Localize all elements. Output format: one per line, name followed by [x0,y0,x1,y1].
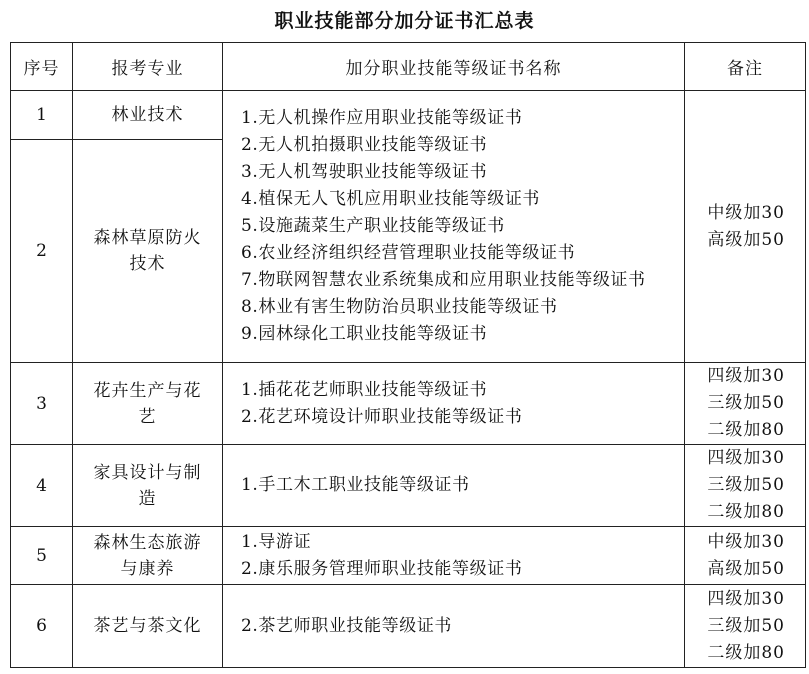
cert-item: 9.园林绿化工职业技能等级证书 [241,324,488,344]
cert-item: 1.导游证 [241,531,312,552]
cert-list [223,527,685,585]
major-text: 造 [138,488,157,509]
cert-item: 2.茶艺师职业技能等级证书 [241,615,453,636]
row-major [73,585,223,668]
row-no: 6 [11,585,73,668]
cert-list [223,91,685,363]
row-major [73,91,223,140]
major-text: 森林草原防火 [93,228,202,248]
row-major [73,527,223,585]
note-cell [685,363,806,445]
note-line: 二级加80 [707,642,785,663]
cert-item: 2.无人机拍摄职业技能等级证书 [241,135,488,155]
note-line: 中级加30 [707,531,785,552]
major-text: 花卉生产与花 [93,380,202,401]
header-no: 序号 [11,43,73,91]
table-row [11,527,806,585]
major-text: 林业技术 [111,105,184,125]
cert-list [223,363,685,445]
note-line: 四级加30 [707,588,785,609]
major-text: 与康养 [120,558,175,579]
row-no: 4 [11,445,73,527]
major-text: 家具设计与制 [93,462,202,483]
major-text: 艺 [138,406,157,427]
row-no: 5 [11,527,73,585]
row-major [73,445,223,527]
cert-item: 1.插花花艺师职业技能等级证书 [241,379,488,400]
header-note: 备注 [685,43,806,91]
note-line: 二级加80 [707,420,785,440]
note-line: 三级加50 [707,475,785,495]
row-no: 3 [11,363,73,445]
note-line: 二级加80 [707,502,785,522]
cert-item: 7.物联网智慧农业系统集成和应用职业技能等级证书 [241,270,646,290]
cert-item: 1.无人机操作应用职业技能等级证书 [241,108,523,128]
table-row [11,445,806,527]
header-major: 报考专业 [73,43,223,91]
note-cell [685,585,806,668]
cert-item: 3.无人机驾驶职业技能等级证书 [241,162,488,182]
cert-item: 6.农业经济组织经营管理职业技能等级证书 [241,243,576,263]
header-cert-name: 加分职业技能等级证书名称 [223,43,685,91]
cert-item: 2.花艺环境设计师职业技能等级证书 [241,406,523,427]
note-line: 高级加50 [707,229,785,250]
cert-item: 5.设施蔬菜生产职业技能等级证书 [241,216,505,236]
page-title: 职业技能部分加分证书汇总表 [274,10,535,32]
note-line: 三级加50 [707,393,785,413]
table-row [11,585,806,668]
note-line: 三级加50 [707,615,785,636]
cert-item: 8.林业有害生物防治员职业技能等级证书 [241,297,558,317]
note-line: 四级加30 [707,366,785,386]
header-row [11,43,806,91]
note-line: 中级加30 [707,202,785,223]
note-cell [685,445,806,527]
row-no: 1 [11,91,73,140]
major-text: 森林生态旅游 [93,532,202,553]
note-cell [685,91,806,363]
major-text: 技术 [129,254,166,274]
row-major [73,363,223,445]
cert-item: 4.植保无人飞机应用职业技能等级证书 [241,189,541,209]
row-major [73,140,223,363]
cert-list [223,585,685,668]
cert-item: 1.手工木工职业技能等级证书 [241,475,470,495]
cert-list [223,445,685,527]
table-row [11,363,806,445]
note-cell [685,527,806,585]
note-line: 高级加50 [707,558,785,579]
row-no: 2 [11,140,73,363]
major-text: 茶艺与茶文化 [93,616,202,636]
table-row [11,91,806,140]
note-line: 四级加30 [707,448,785,468]
certificate-table [10,42,806,668]
cert-item: 2.康乐服务管理师职业技能等级证书 [241,558,523,579]
